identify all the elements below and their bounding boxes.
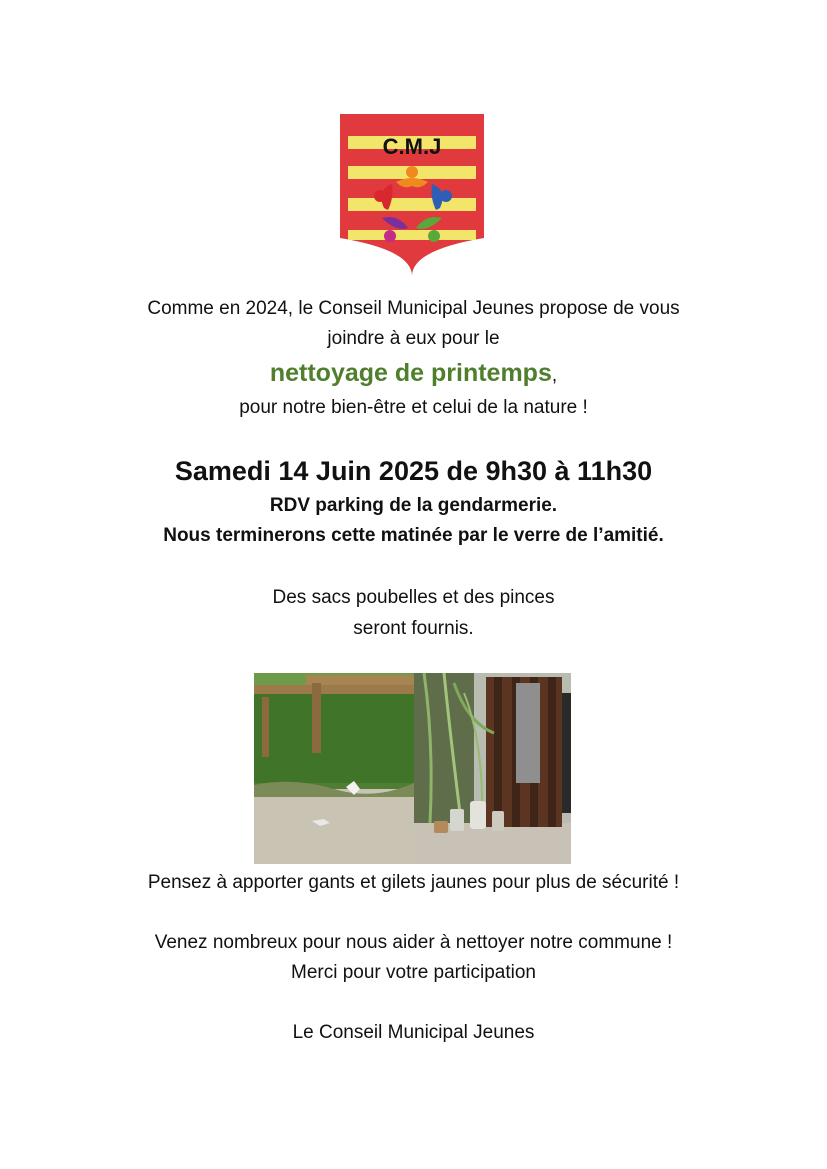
highlight-comma: ,	[551, 365, 558, 386]
call-line-2: Merci pour votre participation	[291, 962, 536, 983]
trash-bin-with-litter-photo	[414, 673, 571, 864]
intro-line-1: Comme en 2024, le Conseil Municipal Jeunes propose de vous	[147, 298, 680, 319]
event-date: Samedi 14 Juin 2025 de 9h30 à 11h30	[174, 456, 653, 486]
supplies-line-1: Des sacs poubelles et des pinces	[272, 587, 555, 608]
cleanup-photos	[254, 673, 571, 864]
intro-highlight-line	[0, 357, 827, 391]
cmj-logo	[336, 110, 488, 276]
highlight-text: nettoyage de printemps	[269, 359, 552, 387]
event-closing: Nous terminerons cette matinée par le verre de l’amitié.	[163, 525, 664, 546]
supplies-line-2: seront fournis.	[353, 618, 474, 639]
call-line-1: Venez nombreux pour nous aider à nettoyer notre commune !	[154, 932, 673, 953]
reminder-text: Pensez à apporter gants et gilets jaunes pour plus de sécurité !	[147, 872, 680, 893]
svg-text:C.M.J: C.M.J	[382, 134, 442, 159]
grass-with-litter-photo	[254, 673, 414, 864]
intro-line-2: joindre à eux pour le	[327, 328, 500, 349]
intro-line-4: pour notre bien-être et celui de la nature !	[239, 397, 588, 418]
event-place: RDV parking de la gendarmerie.	[269, 495, 558, 516]
signature: Le Conseil Municipal Jeunes	[292, 1022, 535, 1043]
